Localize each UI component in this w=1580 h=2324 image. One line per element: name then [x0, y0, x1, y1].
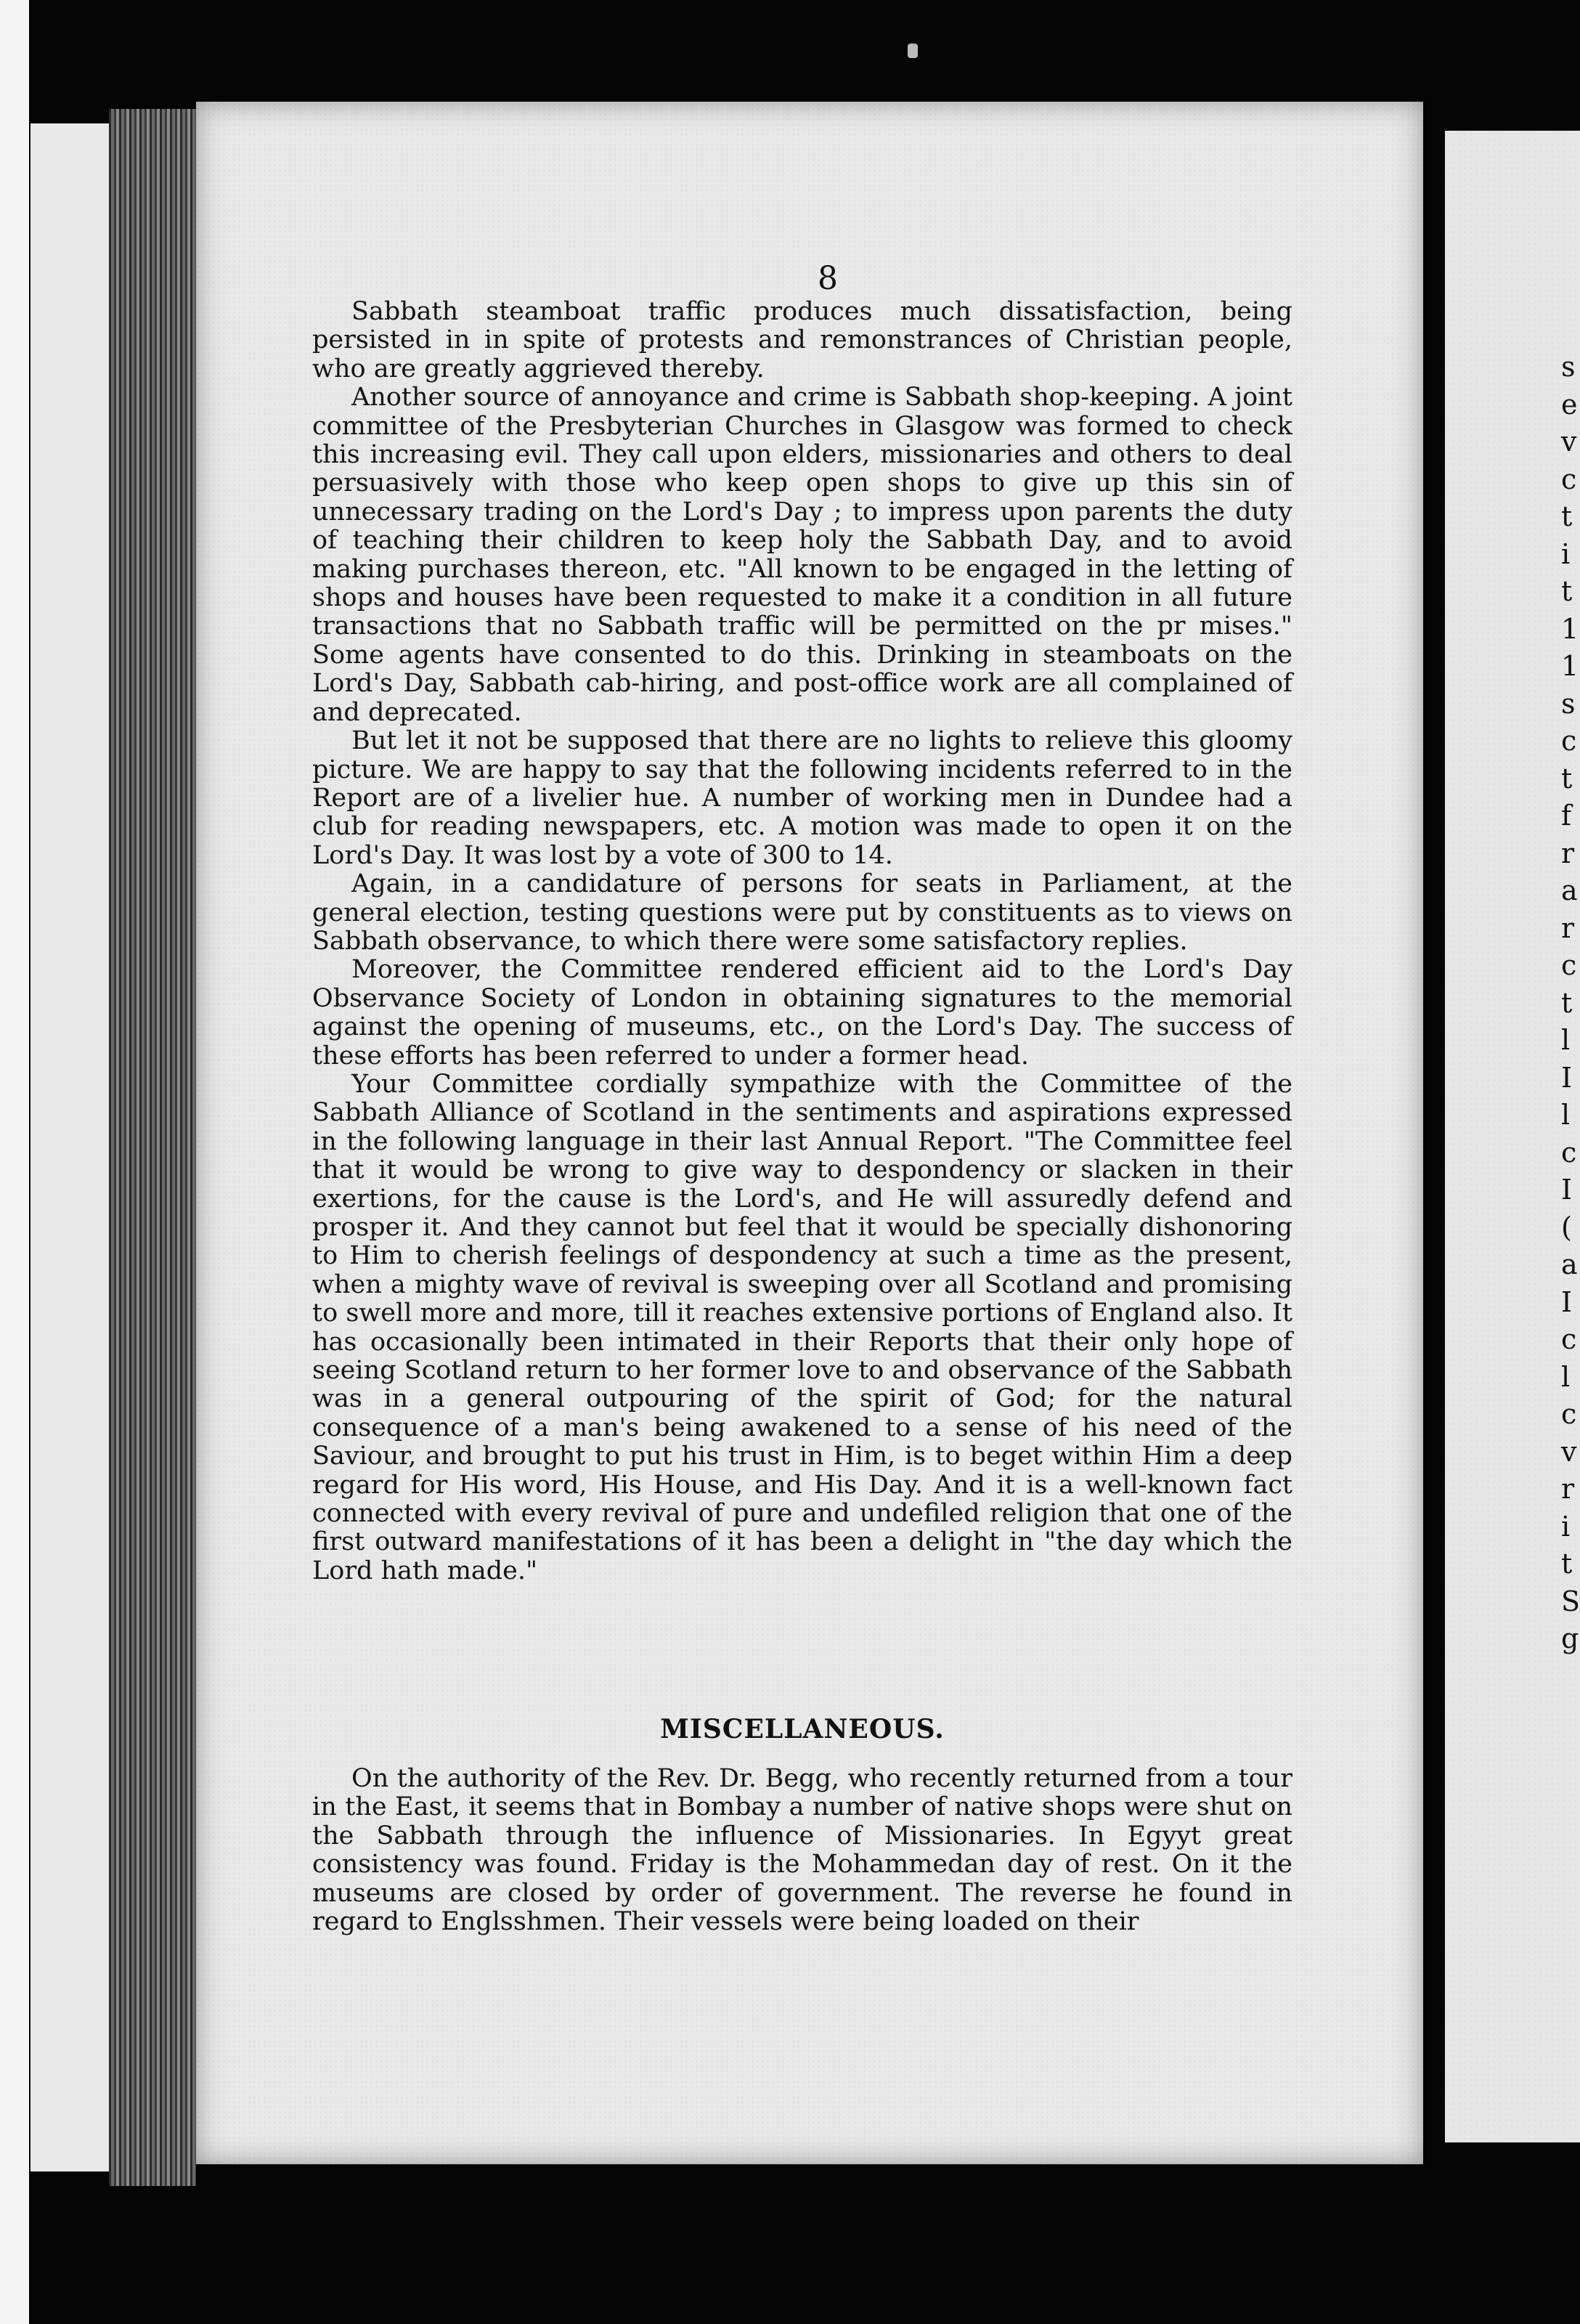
adjacent-page-letter: t	[1561, 986, 1573, 1019]
adjacent-page-letter: l	[1561, 1360, 1571, 1393]
adjacent-page-letter: t	[1561, 762, 1573, 795]
adjacent-page-letter: c	[1561, 1398, 1577, 1430]
adjacent-page-letter: l	[1561, 1099, 1571, 1131]
adjacent-page-letter: t	[1561, 575, 1573, 607]
page-number: 8	[818, 260, 838, 297]
adjacent-page-letter: (	[1561, 1211, 1572, 1243]
adjacent-page-letter: s	[1561, 687, 1576, 720]
adjacent-page-letter: 1	[1561, 650, 1579, 682]
scan-speck	[908, 44, 918, 58]
adjacent-page-letter: g	[1561, 1622, 1579, 1654]
main-paragraph: But let it not be supposed that there are no lights to relieve this gloomy picture. We are happy to say that the following incidents referred to in the Report are of a livelier hue. A number of working men in Dundee had a club for reading newspapers, etc. A motion was made to open it on the Lord's Day. It was lost by a vote of 300 to 14.	[312, 726, 1292, 870]
adjacent-page-letter: l	[1561, 1024, 1571, 1056]
adjacent-page-letter: i	[1561, 1510, 1571, 1543]
adjacent-page-letter: r	[1561, 837, 1575, 869]
adjacent-page-letter: 1	[1561, 612, 1579, 645]
adjacent-page-letter: c	[1561, 1136, 1577, 1169]
adjacent-page-letter: c	[1561, 725, 1577, 757]
adjacent-page	[1445, 131, 1580, 2142]
section-heading: MISCELLANEOUS.	[660, 1714, 945, 1744]
adjacent-page-letter: a	[1561, 1248, 1578, 1280]
adjacent-page-letter: i	[1561, 537, 1571, 570]
adjacent-page-letter: t	[1561, 500, 1573, 532]
main-paragraph: Sabbath steamboat traffic produces much dissatisfaction, being persisted in in spite of protests and remonstrances of Christian people, who are greatly aggrieved thereby.	[312, 297, 1292, 383]
main-paragraph: Moreover, the Committee rendered efficient aid to the Lord's Day Observance Society of London in obtaining signatures to the memorial against the opening of museums, etc., on the Lord's Day. The success of these efforts has been referred to under a former head.	[312, 955, 1292, 1070]
adjacent-page-letter: c	[1561, 949, 1577, 981]
adjacent-page-letter: I	[1561, 1061, 1573, 1094]
adjacent-page-letter: v	[1561, 426, 1577, 458]
adjacent-page-letter: s	[1561, 351, 1576, 383]
main-paragraph: Your Committee cordially sympathize with the Committee of the Sabbath Alliance of Scotland in the sentiments and aspirations expressed in the following language in their last Annual Report. "The Committee feel that it would be wrong to give way to despondency or slacken in their exertions, for the cause is the Lord's, and He will assuredly defend and prosper it. And they cannot but feel that it would be specially dishonoring to Him to cherish feelings of despondency at such a time as the present, when a mighty wave of revival is sweeping over all Scotland and promising to swell more and more, till it reaches extensive portions of England also. It has occasionally been intimated in their Reports that their only hope of seeing Scotland return to her former love to and observance of the Sabbath was in a general outpouring of the spirit of God; for the natural consequence of a man's being awakened to a sense of his need of the Saviour, and brought to put his trust in Him, is to beget within Him a deep regard for His word, His House, and His Day. And it is a well-known fact connected with every revival of pure and undefiled religion that one of the first outward manifestations of it has been a delight in "the day which the Lord hath made."	[312, 1069, 1292, 1585]
adjacent-page-letter: t	[1561, 1548, 1573, 1580]
adjacent-page-letter: c	[1561, 1323, 1577, 1355]
main-paragraph: Again, in a candidature of persons for seats in Parliament, at the general election, testing questions were put by constituents as to views on Sabbath observance, to which there were some satisfactory replies.	[312, 869, 1292, 956]
section-paragraph: On the authority of the Rev. Dr. Begg, who recently returned from a tour in the East, it seems that in Bombay a number of native shops were shut on the Sabbath through the influence of Missionaries. In Egyyt great consistency was found. Friday is the Mohammedan day of rest. On it the museums are closed by order of government. The reverse he found in regard to Englsshmen. Their vessels were being loaded on their	[312, 1764, 1292, 1937]
adjacent-page-letter: I	[1561, 1285, 1573, 1318]
adjacent-page-letter: r	[1561, 1473, 1575, 1505]
adjacent-page-letter: I	[1561, 1174, 1573, 1206]
adjacent-page-letter: S	[1561, 1585, 1580, 1617]
adjacent-page-letter: r	[1561, 911, 1575, 944]
adjacent-page-letters	[1561, 349, 1580, 1658]
adjacent-page-letter: c	[1561, 463, 1577, 495]
main-paragraph: Another source of annoyance and crime is Sabbath shop-keeping. A joint committee of the Presbyterian Churches in Glasgow was formed to check this increasing evil. They call upon elders, missionaries and others to deal persuasively with those who keep open shops to give up this sin of unnecessary trading on the Lord's Day ; to impress upon parents the duty of teaching their children to keep holy the Sabbath Day, and to avoid making purchases thereon, etc. "All known to be engaged in the letting of shops and houses have been requested to make it a condition in all future transactions that no Sabbath traffic will be permitted on the pr mises." Some agents have consented to do this. Drinking in steamboats on the Lord's Day, Sabbath cab-hiring, and post-office work are all complained of and deprecated.	[312, 383, 1292, 727]
book-spine-strip	[30, 123, 115, 2171]
main-text	[312, 298, 1292, 1585]
adjacent-page-letter: a	[1561, 874, 1578, 906]
page-edges	[109, 109, 196, 2186]
scanner-margin	[0, 0, 29, 2324]
adjacent-page-letter: e	[1561, 388, 1578, 420]
section-text	[312, 1765, 1292, 1936]
adjacent-page-letter: v	[1561, 1435, 1577, 1468]
adjacent-page-letter: f	[1561, 800, 1572, 832]
